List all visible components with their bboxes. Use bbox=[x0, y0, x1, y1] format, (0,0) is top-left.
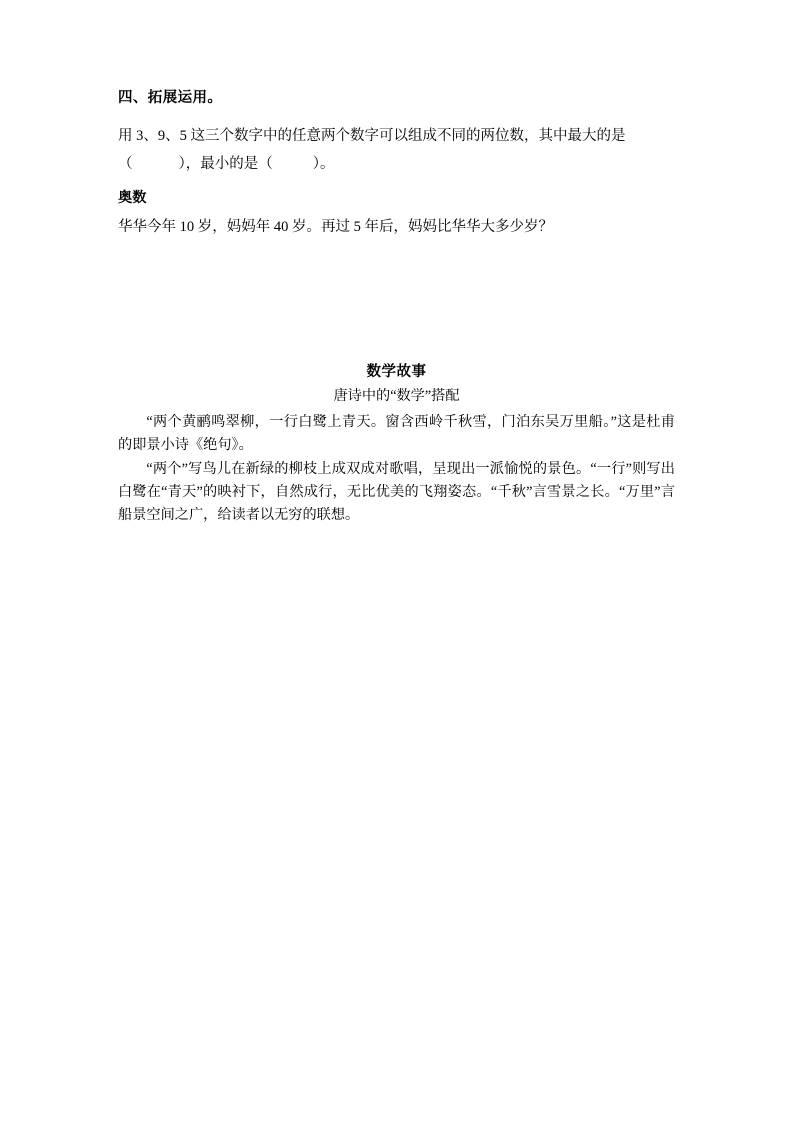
section-four-question-line1: 用 3、9、5 这三个数字中的任意两个数字可以组成不同的两位数，其中最大的是 bbox=[118, 127, 626, 144]
blank-close-paren-2: ）。 bbox=[312, 156, 335, 173]
olympiad-heading: 奥数 bbox=[118, 190, 147, 207]
section-four-question-line2 bbox=[118, 150, 675, 178]
section-four-heading: 四、拓展运用。 bbox=[118, 90, 223, 106]
story-paragraph-1: “两个黄鹂鸣翠柳，一行白鹭上青天。窗含西岭千秋雪，门泊东吴万里船。”这是杜甫的即景小诗《绝句》。 bbox=[118, 413, 675, 453]
blank-mid-text: ），最小的是（ bbox=[178, 156, 273, 173]
story-subtitle: 唐诗中的“数学”搭配 bbox=[333, 387, 460, 404]
story-paragraph-2: “两个”写鸟儿在新绿的柳枝上成双成对歌唱，呈现出一派愉悦的景色。“一行”则写出白鹭在“青天”的映衬下，自然成行，无比优美的飞翔姿态。“千秋”言雪景之长。“万里”言船景空间之广，给读者以无穷的联想。 bbox=[118, 460, 675, 523]
blank-open-paren-1: （ bbox=[118, 156, 133, 173]
olympiad-problem: 华华今年 10 岁，妈妈年 40 岁。再过 5 年后，妈妈比华华大多少岁？ bbox=[118, 219, 553, 235]
math-story-section bbox=[118, 360, 675, 527]
story-title: 数学故事 bbox=[366, 363, 427, 380]
answer-work-area[interactable] bbox=[118, 242, 675, 354]
